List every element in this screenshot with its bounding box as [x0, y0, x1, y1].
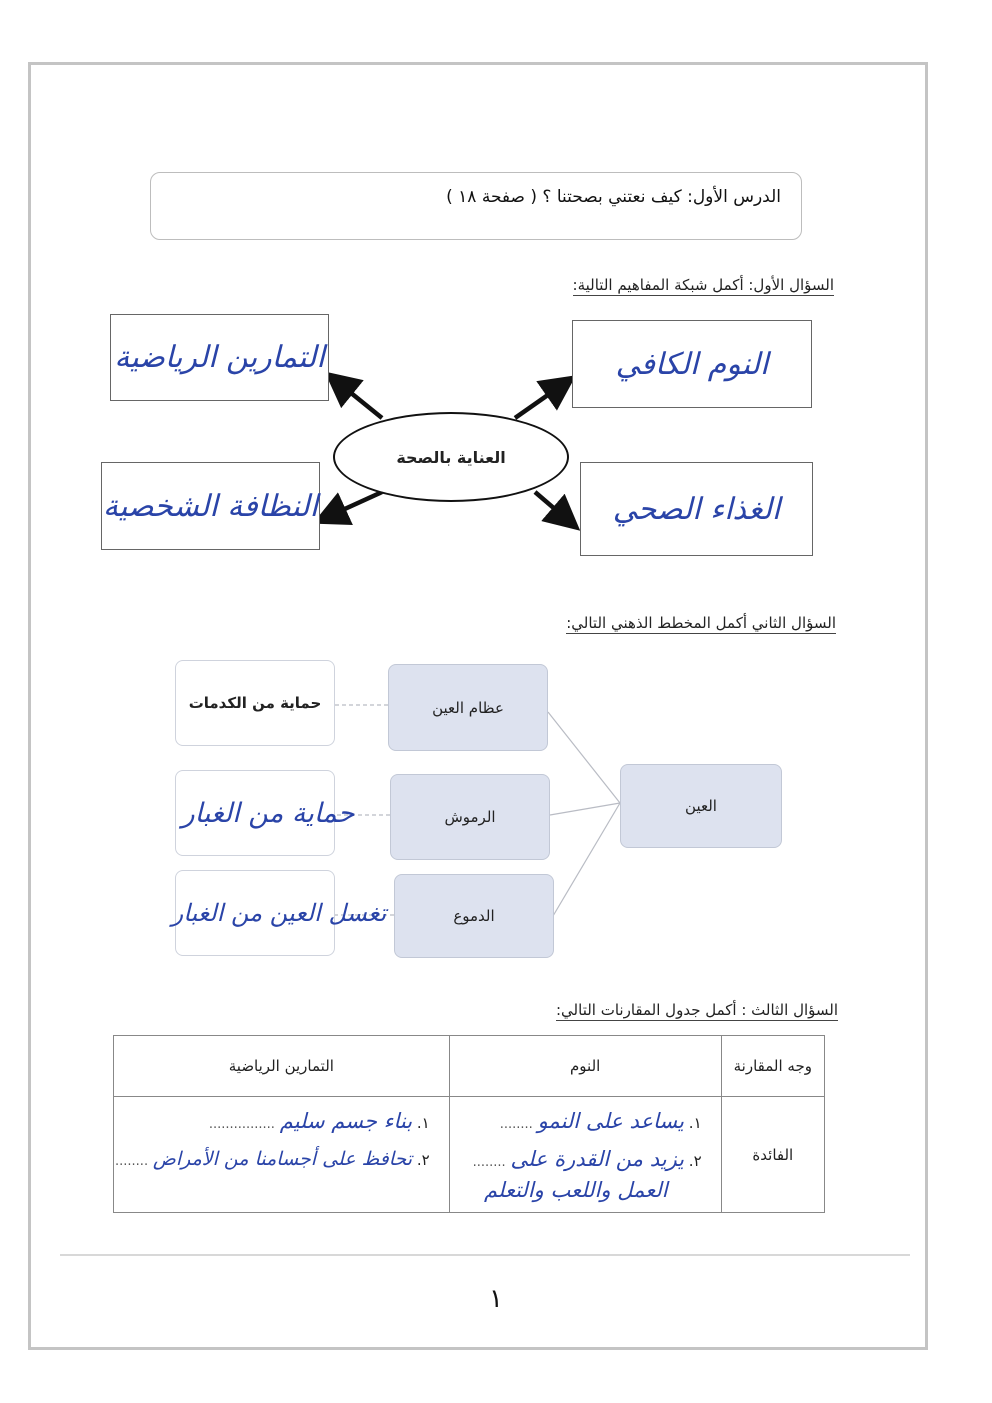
sleep-benefit-2: ٢. يزيد من القدرة على ........ — [472, 1146, 702, 1171]
function-3-answer: تغسل العين من الغبار — [171, 899, 387, 927]
mind-map-function-2 — [175, 770, 355, 856]
exercise-benefits-cell — [114, 1097, 450, 1213]
exercise-benefit-2: ٢. تحافظ على أجسامنا من الأمراض ........ — [115, 1147, 430, 1170]
function-2-answer: حماية من الغبار — [181, 797, 355, 829]
row-label-benefit: الفائدة — [721, 1097, 824, 1213]
sleep-benefit-2-extra: العمل واللعب والتعلم — [484, 1177, 668, 1202]
sleep-benefit-2-continued — [451, 1178, 720, 1208]
concept-center: العناية بالصحة — [333, 412, 569, 502]
answer-bottom-right: الغذاء الصحي — [612, 491, 781, 527]
mind-map-function-1: حماية من الكدمات — [175, 660, 335, 746]
connector-root-lashes — [550, 803, 620, 815]
mind-map-part-1: عظام العين — [388, 664, 548, 751]
sleep-benefits-cell — [449, 1097, 721, 1213]
sleep-benefit-2-text: يزيد من القدرة على — [510, 1146, 685, 1171]
header-criterion: وجه المقارنة — [721, 1036, 824, 1097]
lesson-title: الدرس الأول: كيف نعتني بصحتنا ؟ ( صفحة ١٨ ) — [446, 187, 781, 207]
connector-root-tears — [553, 803, 620, 916]
mind-map-root: العين — [620, 764, 782, 848]
header-exercise: التمارين الرياضية — [114, 1036, 450, 1097]
answer-top-left: التمارين الرياضية — [114, 340, 325, 375]
answer-top-right: النوم الكافي — [615, 346, 769, 382]
question-1-label: السؤال الأول: أكمل شبكة المفاهيم التالية: — [572, 276, 834, 294]
mind-map-part-2: الرموش — [390, 774, 550, 860]
comparison-table — [113, 1035, 825, 1213]
sleep-benefit-1-text: يساعد على النمو — [537, 1108, 685, 1133]
exercise-benefit-2-text: تحافظ على أجسامنا من الأمراض — [152, 1147, 413, 1170]
header-sleep: النوم — [449, 1036, 721, 1097]
sleep-benefit-1: ١. يساعد على النمو ........ — [499, 1108, 702, 1133]
mind-map-function-3 — [171, 870, 387, 956]
answer-bottom-left: النظافة الشخصية — [103, 488, 318, 524]
mind-map-part-3: الدموع — [394, 874, 554, 958]
question-2-label: السؤال الثاني أكمل المخطط الذهني التالي: — [566, 614, 836, 632]
page-number: ١ — [489, 1284, 503, 1314]
connector-root-bones — [548, 712, 620, 803]
exercise-benefit-1: ١. بناء جسم سليم ................ — [208, 1108, 430, 1133]
exercise-benefit-1-text: بناء جسم سليم — [279, 1108, 413, 1133]
footer-divider — [60, 1254, 910, 1256]
question-3-label: السؤال الثالث : أكمل جدول المقارنات التالي: — [556, 1001, 838, 1019]
